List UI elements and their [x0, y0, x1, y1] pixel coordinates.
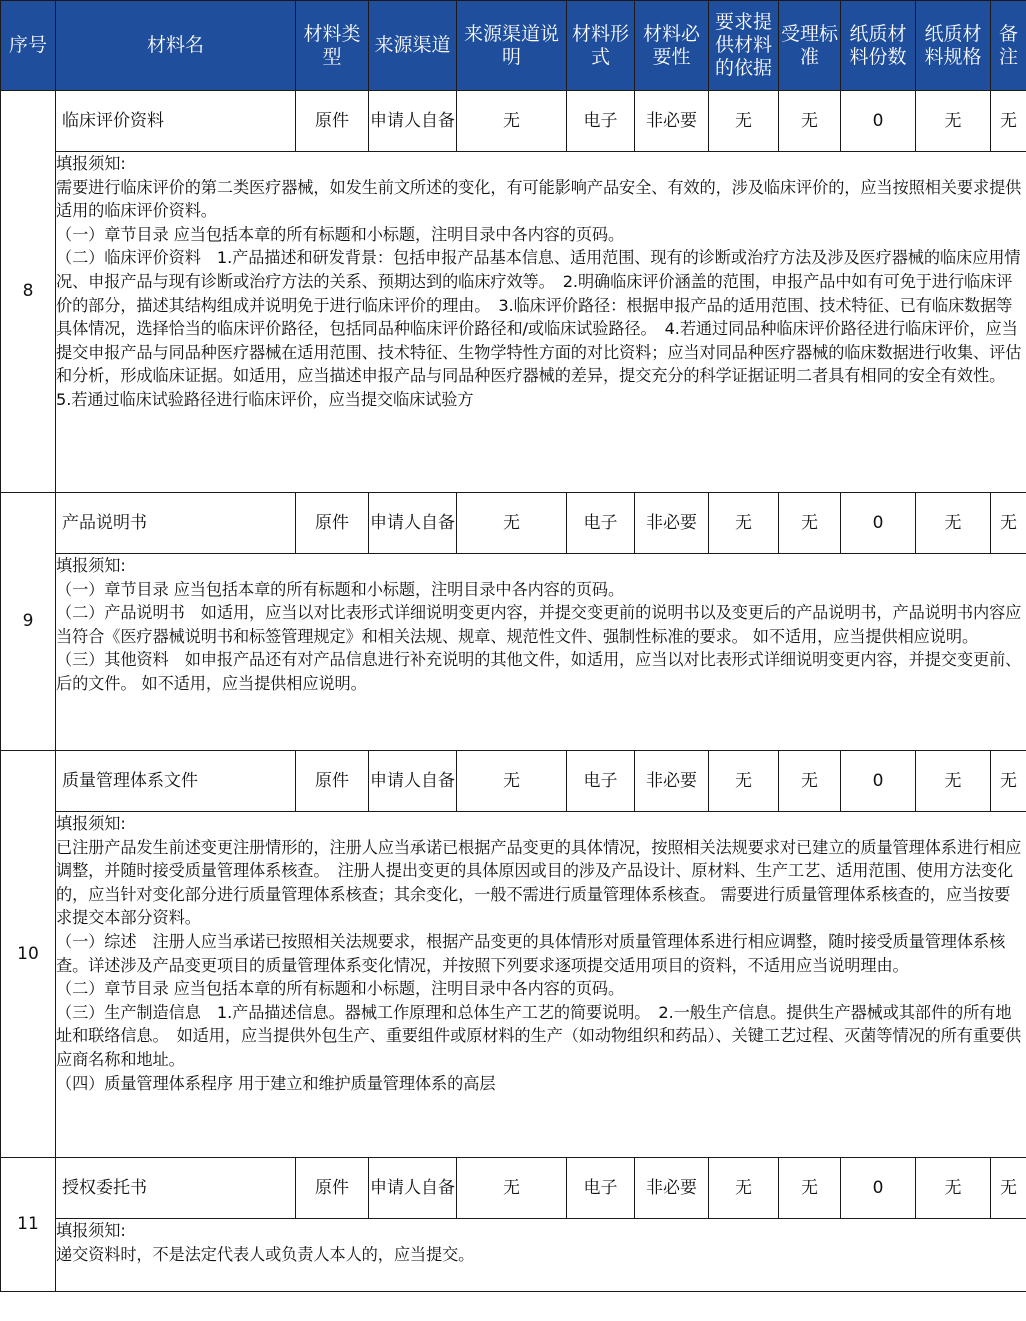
- row-paper-count: 0: [841, 751, 916, 812]
- row-source-desc: 无: [457, 1158, 567, 1219]
- header-source-desc: 来源渠道说明: [457, 1, 567, 91]
- notes-line: 填报须知:: [56, 556, 126, 575]
- row-required: 非必要: [635, 1158, 709, 1219]
- row-material-name: 质量管理体系文件: [56, 751, 296, 812]
- row-seq: 10: [1, 751, 56, 1158]
- row-remark: 无: [991, 751, 1026, 812]
- header-name: 材料名: [56, 1, 296, 91]
- row-remark: 无: [991, 493, 1026, 554]
- row-form: 电子: [567, 493, 635, 554]
- row-material-type: 原件: [296, 91, 369, 152]
- row-basis: 无: [709, 493, 779, 554]
- row-basis: 无: [709, 1158, 779, 1219]
- row-form: 电子: [567, 751, 635, 812]
- row-source: 申请人自备: [369, 493, 457, 554]
- row-material-name: 授权委托书: [56, 1158, 296, 1219]
- row-paper-count: 0: [841, 1158, 916, 1219]
- table-notes-row: [1, 554, 1026, 751]
- notes-line: 填报须知:: [56, 1221, 126, 1240]
- row-paper-spec: 无: [916, 751, 991, 812]
- table-header-row: [1, 1, 1026, 91]
- header-source: 来源渠道: [369, 1, 457, 91]
- notes-line: 递交资料时，不是法定代表人或负责人本人的，应当提交。: [56, 1244, 475, 1264]
- row-material-type: 原件: [296, 493, 369, 554]
- table-row: [1, 751, 1026, 812]
- row-basis: 无: [709, 751, 779, 812]
- table-row: [1, 493, 1026, 554]
- row-standard: 无: [779, 91, 841, 152]
- table-row: [1, 1158, 1026, 1219]
- row-notes: [56, 152, 1026, 493]
- header-seq: 序号: [1, 1, 56, 91]
- row-source-desc: 无: [457, 91, 567, 152]
- row-form: 电子: [567, 91, 635, 152]
- table-notes-row: [1, 812, 1026, 1158]
- table-row: [1, 91, 1026, 152]
- header-paper-spec: 纸质材料规格: [916, 1, 991, 91]
- row-seq: 9: [1, 493, 56, 751]
- notes-line: （二）产品说明书 如适用，应当以对比表形式详细说明变更内容，并提交变更前的说明书以及变更后的产品说明书，产品说明书内容应当符合《医疗器械说明书和标签管理规定》和相关法规、规章、规范性文件、强制性标准的要求。 如不适用，应当提供相应说明。: [56, 603, 1022, 646]
- row-remark: 无: [991, 91, 1026, 152]
- header-type: 材料类型: [296, 1, 369, 91]
- notes-line: 已注册产品发生前述变更注册情形的，注册人应当承诺已根据产品变更的具体情况，按照相关法规要求对已建立的质量管理体系进行相应调整，并随时接受质量管理体系核查。 注册人提出变更的具体原因或目的涉及产品设计、原材料、生产工艺、适用范围、使用方法变化的，应当针对变化部分进行质量管理体系核查；其余变化，一般不需进行质量管理体系核查。 需要进行质量管理体系核查的，应当按要求提交本部分资料。: [56, 837, 1022, 928]
- row-standard: 无: [779, 751, 841, 812]
- row-source-desc: 无: [457, 493, 567, 554]
- notes-line: （三）其他资料 如申报产品还有对产品信息进行补充说明的其他文件，如适用，应当以对比表形式详细说明变更内容，并提交变更前、后的文件。 如不适用，应当提供相应说明。: [56, 650, 1022, 693]
- row-material-type: 原件: [296, 1158, 369, 1219]
- row-material-type: 原件: [296, 751, 369, 812]
- table-notes-row: [1, 152, 1026, 493]
- row-source: 申请人自备: [369, 91, 457, 152]
- header-required: 材料必要性: [635, 1, 709, 91]
- row-notes: [56, 812, 1026, 1158]
- notes-line: （一）综述 注册人应当承诺已按照相关法规要求，根据产品变更的具体情形对质量管理体系进行相应调整，随时接受质量管理体系核查。详述涉及产品变更项目的质量管理体系变化情况，并按照下列要求逐项提交适用项目的资料，不适用应当说明理由。: [56, 931, 1006, 975]
- header-basis: 要求提供材料的依据: [709, 1, 779, 91]
- row-source: 申请人自备: [369, 751, 457, 812]
- row-seq: 8: [1, 91, 56, 493]
- row-remark: 无: [991, 1158, 1026, 1219]
- row-required: 非必要: [635, 91, 709, 152]
- row-form: 电子: [567, 1158, 635, 1219]
- row-required: 非必要: [635, 751, 709, 812]
- row-notes: [56, 554, 1026, 751]
- row-notes: [56, 1219, 1026, 1292]
- header-form: 材料形式: [567, 1, 635, 91]
- row-standard: 无: [779, 493, 841, 554]
- row-material-name: 临床评价资料: [56, 91, 296, 152]
- row-standard: 无: [779, 1158, 841, 1219]
- header-paper-count: 纸质材料份数: [841, 1, 916, 91]
- notes-line: 填报须知:: [56, 814, 126, 833]
- table-notes-row: [1, 1219, 1026, 1292]
- row-source: 申请人自备: [369, 1158, 457, 1219]
- row-required: 非必要: [635, 493, 709, 554]
- notes-line: （一）章节目录 应当包括本章的所有标题和小标题，注明目录中各内容的页码。: [56, 224, 625, 244]
- notes-line: （二）章节目录 应当包括本章的所有标题和小标题，注明目录中各内容的页码。: [56, 979, 625, 999]
- row-seq: 11: [1, 1158, 56, 1292]
- notes-line: 需要进行临床评价的第二类医疗器械，如发生前文所述的变化，有可能影响产品安全、有效的，涉及临床评价的，应当按照相关要求提供适用的临床评价资料。: [56, 177, 1022, 221]
- notes-line: （一）章节目录 应当包括本章的所有标题和小标题，注明目录中各内容的页码。: [56, 579, 625, 599]
- row-paper-spec: 无: [916, 493, 991, 554]
- row-basis: 无: [709, 91, 779, 152]
- header-remark: 备注: [991, 1, 1026, 91]
- row-paper-spec: 无: [916, 1158, 991, 1219]
- notes-line: （三）生产制造信息 1.产品描述信息。器械工作原理和总体生产工艺的简要说明。 2.一般生产信息。提供生产器械或其部件的所有地址和联络信息。 如适用，应当提供外包生产、重要组件或原材料的生产（如动物组织和药品）、关键工艺过程、灭菌等情况的所有重要供应商名称和地址。: [56, 1002, 1022, 1069]
- notes-line: （四）质量管理体系程序 用于建立和维护质量管理体系的高层: [56, 1073, 496, 1093]
- row-paper-count: 0: [841, 493, 916, 554]
- notes-line: （二）临床评价资料 1.产品描述和研发背景：包括申报产品基本信息、适用范围、现有的诊断或治疗方法及涉及医疗器械的临床应用情况、申报产品与现有诊断或治疗方法的关系、预期达到的临床疗效等。 2.明确临床评价涵盖的范围，申报产品中如有可免于进行临床评价的部分，描述其结构组成并说明免于进行临床评价的理由。 3.临床评价路径：根据申报产品的适用范围、技术特征、已有临床数据等具体情况，选择恰当的临床评价路径，包括同品种临床评价路径和/或临床试验路径。 4.若通过同品种临床评价路径进行临床评价，应当提交申报产品与同品种医疗器械在适用范围、技术特征、生物学特性方面的对比资料；应当对同品种医疗器械的临床数据进行收集、评估和分析，形成临床证据。如适用，应当描述申报产品与同品种医疗器械的差异，提交充分的科学证据证明二者具有相同的安全有效性。 5.若通过临床试验路径进行临床评价，应当提交临床试验方: [56, 248, 1022, 409]
- row-paper-count: 0: [841, 91, 916, 152]
- row-material-name: 产品说明书: [56, 493, 296, 554]
- header-standard: 受理标准: [779, 1, 841, 91]
- row-paper-spec: 无: [916, 91, 991, 152]
- notes-line: 填报须知:: [56, 154, 126, 173]
- row-source-desc: 无: [457, 751, 567, 812]
